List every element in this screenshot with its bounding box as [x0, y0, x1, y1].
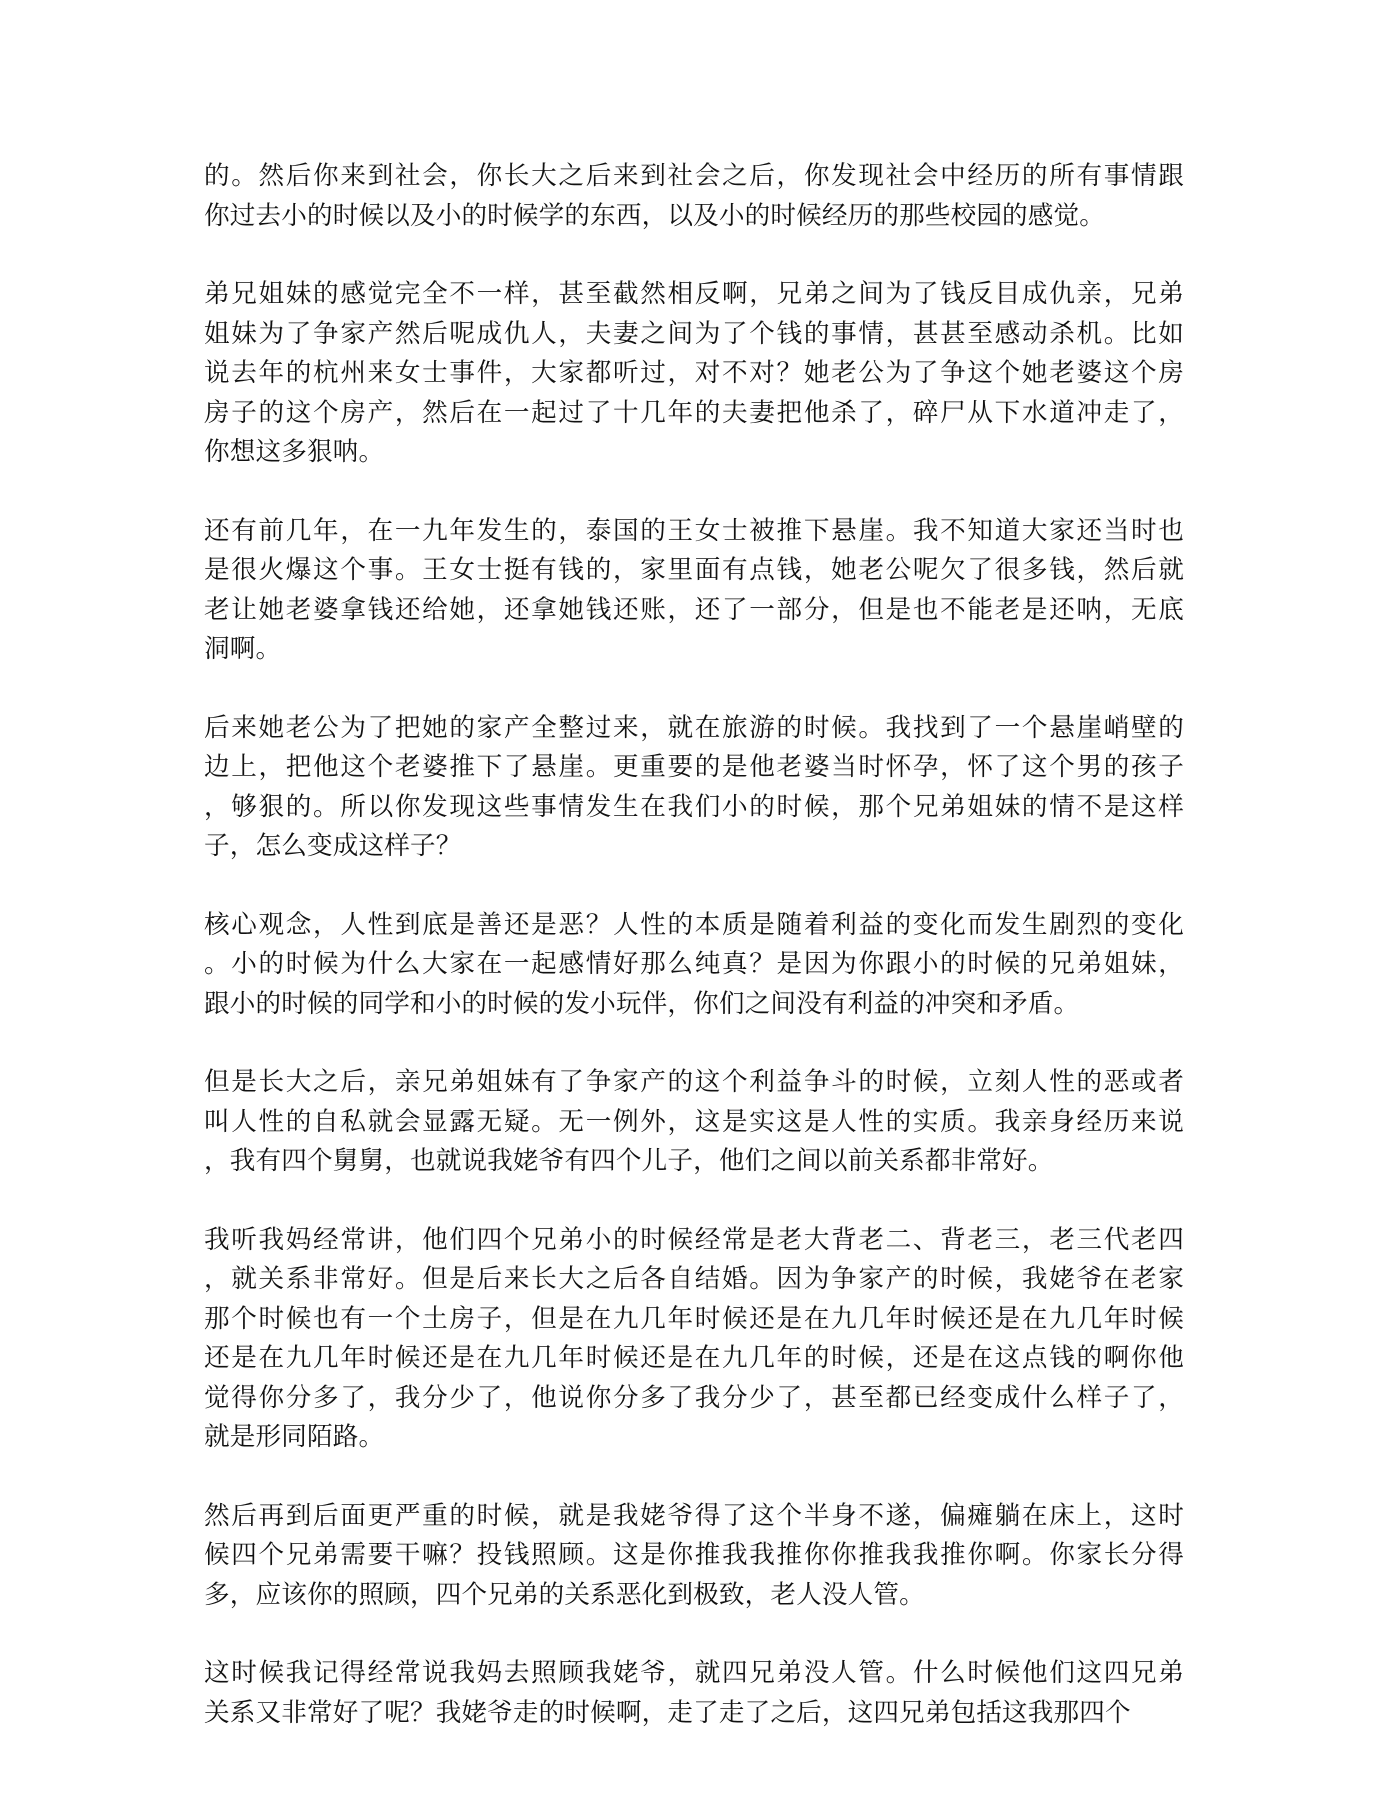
paragraph: [204, 1497, 1184, 1616]
text-line: 洞啊。: [204, 634, 282, 664]
paragraph: [204, 512, 1184, 670]
paragraph: [204, 1063, 1184, 1182]
text-line: 房子的这个房产，然后在一起过了十几年的夫妻把他杀了，碎尸从下水道冲走了，: [204, 397, 1184, 428]
text-line: 的。然后你来到社会，你长大之后来到社会之后，你发现社会中经历的所有事情跟: [204, 161, 1184, 191]
text-line: 后来她老公为了把她的家产全整过来，就在旅游的时候。我找到了一个悬崖峭壁的: [204, 712, 1184, 743]
text-line: 那个时候也有一个土房子，但是在九几年时候还是在九几年时候还是在九几年时候: [204, 1303, 1184, 1334]
text-line: 老让她老婆拿钱还给她，还拿她钱还账，还了一部分，但是也不能老是还呐，无底: [204, 594, 1184, 625]
text-line: 觉得你分多了，我分少了，他说你分多了我分少了，甚至都已经变成什么样子了，: [204, 1382, 1184, 1413]
text-line: 就是形同陌路。: [204, 1422, 385, 1452]
text-line: 多，应该你的照顾，四个兄弟的关系恶化到极致，老人没人管。: [204, 1579, 925, 1610]
text-line: ，就关系非常好。但是后来长大之后各自结婚。因为争家产的时候，我姥爷在老家: [204, 1264, 1184, 1294]
text-line: 核心观念，人性到底是善还是恶？人性的本质是随着利益的变化而发生剧烈的变化: [204, 909, 1184, 940]
text-line: ，我有四个舅舅，也就说我姥爷有四个儿子，他们之间以前关系都非常好。: [204, 1146, 1054, 1176]
paragraph: [204, 1654, 1184, 1733]
paragraph: [204, 709, 1184, 867]
text-line: 然后再到后面更严重的时候，就是我姥爷得了这个半身不遂，偏瘫躺在床上，这时: [204, 1500, 1184, 1531]
text-line: 你想这多狠呐。: [204, 437, 385, 467]
text-line: 关系又非常好了呢？我姥爷走的时候啊，走了走了之后，这四兄弟包括这我那四个: [204, 1697, 1131, 1728]
paragraph: [204, 157, 1184, 236]
text-line: 弟兄姐妹的感觉完全不一样，甚至截然相反啊，兄弟之间为了钱反目成仇亲，兄弟: [204, 279, 1184, 309]
text-line: 你过去小的时候以及小的时候学的东西，以及小的时候经历的那些校园的感觉。: [204, 200, 1106, 231]
text-line: 还是在九几年时候还是在九几年时候还是在九几年的时候，还是在这点钱的啊你他: [204, 1343, 1184, 1373]
text-line: 这时候我记得经常说我妈去照顾我姥爷，就四兄弟没人管。什么时候他们这四兄弟: [204, 1658, 1184, 1688]
text-line: 叫人性的自私就会显露无疑。无一例外，这是实这是人性的实质。我亲身经历来说: [204, 1106, 1184, 1137]
text-line: 候四个兄弟需要干嘛？投钱照顾。这是你推我我推你你推我我推你啊。你家长分得: [204, 1540, 1184, 1570]
text-line: 。小的时候为什么大家在一起感情好那么纯真？是因为你跟小的时候的兄弟姐妹，: [204, 949, 1184, 979]
text-line: 我听我妈经常讲，他们四个兄弟小的时候经常是老大背老二、背老三，老三代老四: [204, 1224, 1184, 1255]
paragraph: [204, 275, 1184, 473]
text-line: 是很火爆这个事。王女士挺有钱的，家里面有点钱，她老公呢欠了很多钱，然后就: [204, 555, 1184, 585]
text-line: 说去年的杭州来女士事件，大家都听过，对不对？她老公为了争这个她老婆这个房: [204, 358, 1184, 388]
text-line: 子，怎么变成这样子？: [204, 831, 462, 861]
text-line: 边上，把他这个老婆推下了悬崖。更重要的是他老婆当时怀孕，怀了这个男的孩子: [204, 752, 1184, 782]
text-line: 跟小的时候的同学和小的时候的发小玩伴，你们之间没有利益的冲突和矛盾。: [204, 988, 1080, 1019]
paragraph: [204, 906, 1184, 1025]
text-line: ，够狠的。所以你发现这些事情发生在我们小的时候，那个兄弟姐妹的情不是这样: [204, 791, 1184, 822]
text-line: 但是长大之后，亲兄弟姐妹有了争家产的这个利益争斗的时候，立刻人性的恶或者: [204, 1067, 1184, 1097]
paragraph: [204, 1221, 1184, 1458]
text-line: 还有前几年，在一九年发生的，泰国的王女士被推下悬崖。我不知道大家还当时也: [204, 515, 1184, 546]
document-body: [204, 157, 1184, 1772]
text-line: 姐妹为了争家产然后呢成仇人，夫妻之间为了个钱的事情，甚甚至感动杀机。比如: [204, 318, 1184, 349]
